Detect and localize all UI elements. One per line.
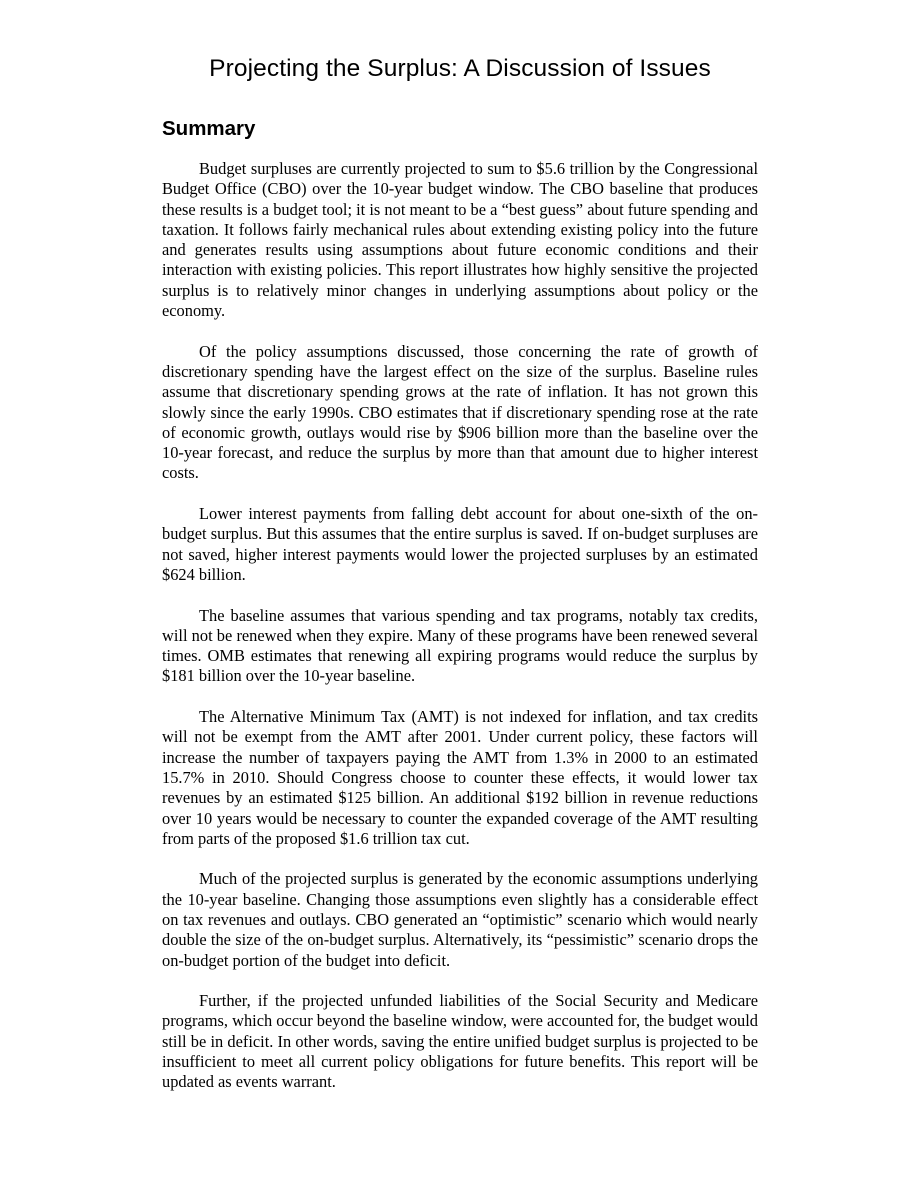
document-title: Projecting the Surplus: A Discussion of Issues (209, 55, 711, 82)
paragraph: Further, if the projected unfunded liabilities of the Social Security and Medicare programs, which occur beyond the baseline window, were accounted for, the budget would still be in deficit. In other words, saving the entire unified budget surplus is projected to be insufficient to meet all current policy obligations for future benefits. This report will be updated as events warrant. (162, 991, 758, 1092)
paragraph: Of the policy assumptions discussed, those concerning the rate of growth of discretionary spending have the largest effect on the size of the surplus. Baseline rules assume that discretionary spending grows at the rate of inflation. It has not grown this slowly since the early 1990s. CBO estimates that if discretionary spending rose at the rate of economic growth, outlays would rise by $906 billion more than the baseline over the 10-year forecast, and reduce the surplus by more than that amount due to higher interest costs. (162, 341, 758, 483)
section-heading-summary: Summary (162, 117, 256, 140)
paragraph: Lower interest payments from falling debt account for about one-sixth of the on-budget surplus. But this assumes that the entire surplus is saved. If on-budget surpluses are not saved, higher interest payments would lower the projected surpluses by an estimated $624 billion. (162, 504, 758, 584)
paragraph: The baseline assumes that various spending and tax programs, notably tax credits, will not be renewed when they expire. Many of these programs have been renewed several times. OMB estimates that renewing all expiring programs would reduce the surplus by $181 billion over the 10-year baseline. (162, 605, 758, 686)
paragraph: The Alternative Minimum Tax (AMT) is not indexed for inflation, and tax credits will not be exempt from the AMT after 2001. Under current policy, these factors will increase the number of taxpayers paying the AMT from 1.3% in 2000 to an estimated 15.7% in 2010. Should Congress choose to counter these effects, it would lower tax revenues by an estimated $125 billion. An additional $192 billion in revenue reductions over 10 years would be necessary to counter the expanded coverage of the AMT resulting from parts of the proposed $1.6 trillion tax cut. (162, 707, 758, 848)
document-page (162, 52, 758, 1113)
paragraph: Budget surpluses are currently projected to sum to $5.6 trillion by the Congressional Budget Office (CBO) over the 10-year budget window. The CBO baseline that produces these results is a budget tool; it is not meant to be a “best guess” about future spending and taxation. It follows fairly mechanical rules about extending existing policy into the future and generates results using assumptions about future economic conditions and their interaction with existing policies. This report illustrates how highly sensitive the projected surplus is to relatively minor changes in underlying assumptions about policy or the economy. (162, 159, 758, 321)
summary-body (162, 159, 758, 1093)
paragraph: Much of the projected surplus is generated by the economic assumptions underlying the 10-year baseline. Changing those assumptions even slightly has a considerable effect on tax revenues and outlays. CBO generated an “optimistic” scenario which would nearly double the size of the on-budget surplus. Alternatively, its “pessimistic” scenario drops the on-budget portion of the budget into deficit. (162, 869, 758, 970)
